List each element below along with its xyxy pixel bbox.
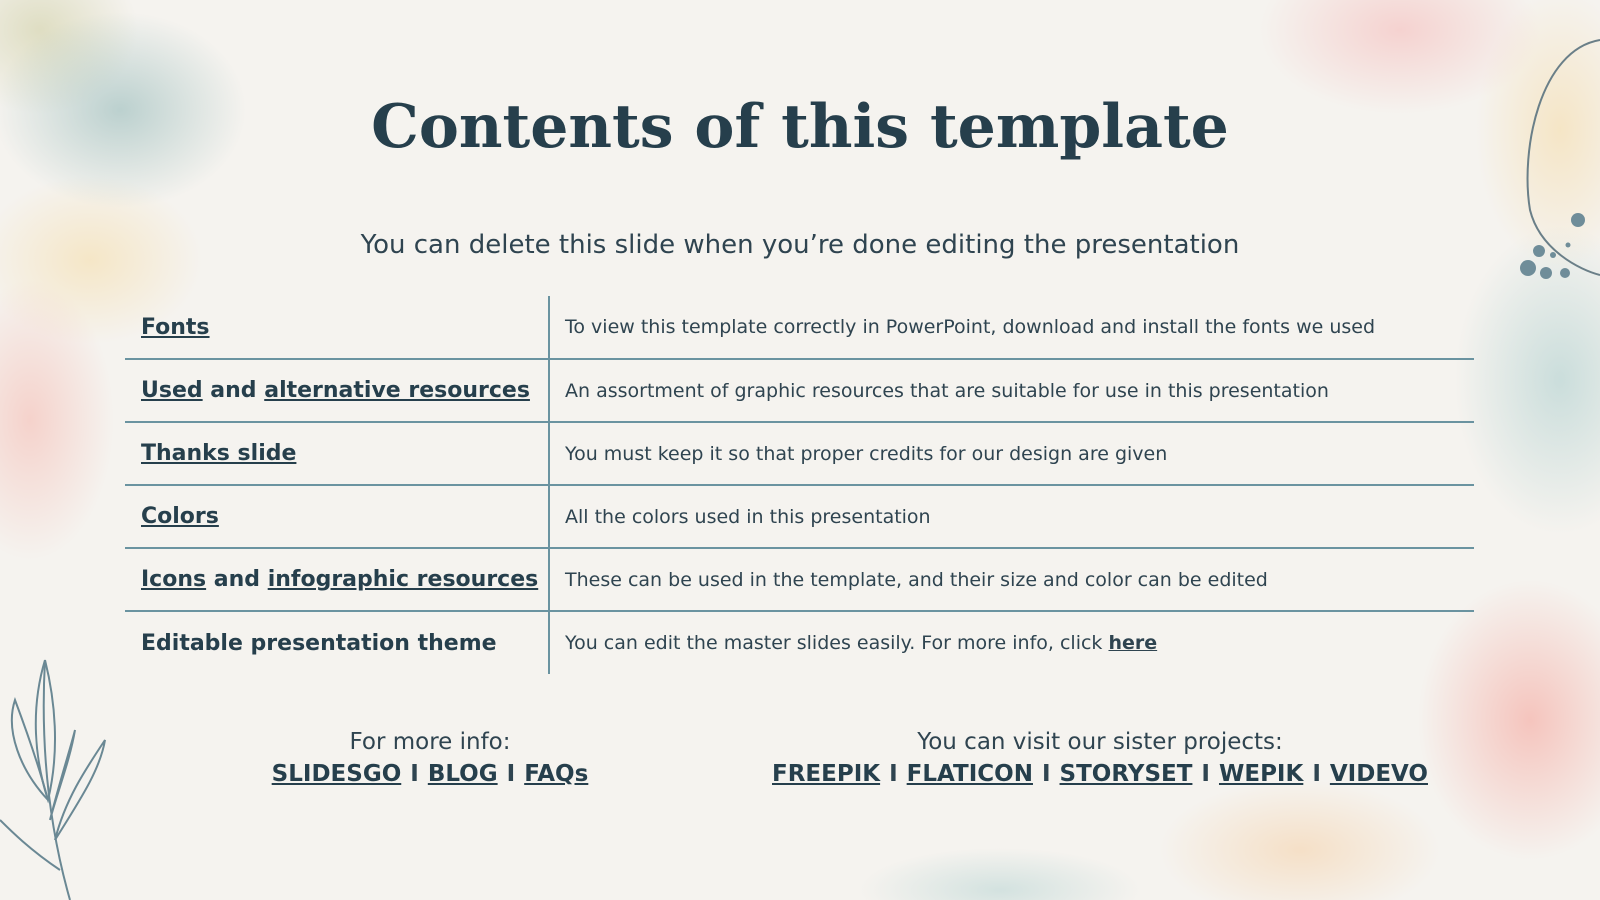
separator: I <box>1201 761 1210 787</box>
link-videvo[interactable]: VIDEVO <box>1329 761 1428 787</box>
here-link[interactable]: here <box>1108 632 1158 654</box>
link-storyset[interactable]: STORYSET <box>1059 761 1193 787</box>
subtitle: You can delete this slide when you’re done editing the presentation <box>360 230 1240 260</box>
footer-label: For more info: <box>349 729 511 755</box>
description-text: These can be used in the template, and their size and color can be edited <box>565 568 1268 591</box>
footer-label: You can visit our sister projects: <box>917 729 1283 755</box>
row-link[interactable]: Thanks slide <box>141 441 297 466</box>
link-flaticon[interactable]: FLATICON <box>906 761 1033 787</box>
footer-links <box>130 758 730 790</box>
footer-links <box>750 758 1450 790</box>
page-title: Contents of this template <box>371 92 1229 162</box>
table-row <box>125 359 1474 422</box>
leaf-branch-icon <box>0 650 120 900</box>
table-row <box>125 548 1474 611</box>
row-description <box>549 359 1474 422</box>
table-row <box>125 296 1474 359</box>
row-link[interactable]: Used <box>141 378 203 403</box>
description-text: You can edit the master slides easily. For more info, click <box>565 632 1109 654</box>
row-description <box>549 422 1474 485</box>
row-link[interactable]: Icons <box>141 567 207 592</box>
row-title <box>125 422 549 485</box>
row-link: Editable presentation theme <box>141 630 497 656</box>
link-wepik[interactable]: WEPIK <box>1218 761 1304 787</box>
separator: I <box>889 761 898 787</box>
footer-sister-projects <box>750 726 1450 790</box>
row-and: and <box>202 378 265 403</box>
separator: I <box>410 761 419 787</box>
link-blog[interactable]: BLOG <box>427 761 498 787</box>
link-freepik[interactable]: FREEPIK <box>772 761 881 787</box>
separator: I <box>1041 761 1051 787</box>
link-slidesgo[interactable]: SLIDESGO <box>271 761 402 787</box>
row-description <box>549 296 1474 359</box>
row-description <box>549 611 1474 674</box>
row-title <box>125 485 549 548</box>
row-description <box>549 485 1474 548</box>
row-description <box>549 548 1474 611</box>
separator: I <box>1312 761 1321 787</box>
row-title <box>125 611 549 674</box>
description-text: To view this template correctly in PowerPoint, download and install the fonts we used <box>565 316 1376 338</box>
row-link[interactable]: alternative resources <box>264 378 530 403</box>
table-row <box>125 485 1474 548</box>
description-text: An assortment of graphic resources that are suitable for use in this presentation <box>565 379 1329 402</box>
row-title <box>125 548 549 611</box>
row-title <box>125 359 549 422</box>
row-link[interactable]: Colors <box>141 504 219 529</box>
table-row <box>125 611 1474 674</box>
separator: I <box>506 761 516 787</box>
table-row <box>125 422 1474 485</box>
description-text: All the colors used in this presentation <box>565 505 931 528</box>
contents-table <box>125 296 1474 674</box>
row-link[interactable]: infographic resources <box>267 567 539 592</box>
row-link[interactable]: Fonts <box>141 314 210 340</box>
row-and: and <box>206 567 268 592</box>
footer-more-info <box>130 726 730 790</box>
link-faqs[interactable]: FAQs <box>524 761 589 787</box>
description-text: You must keep it so that proper credits for our design are given <box>565 442 1168 465</box>
row-title <box>125 296 549 359</box>
